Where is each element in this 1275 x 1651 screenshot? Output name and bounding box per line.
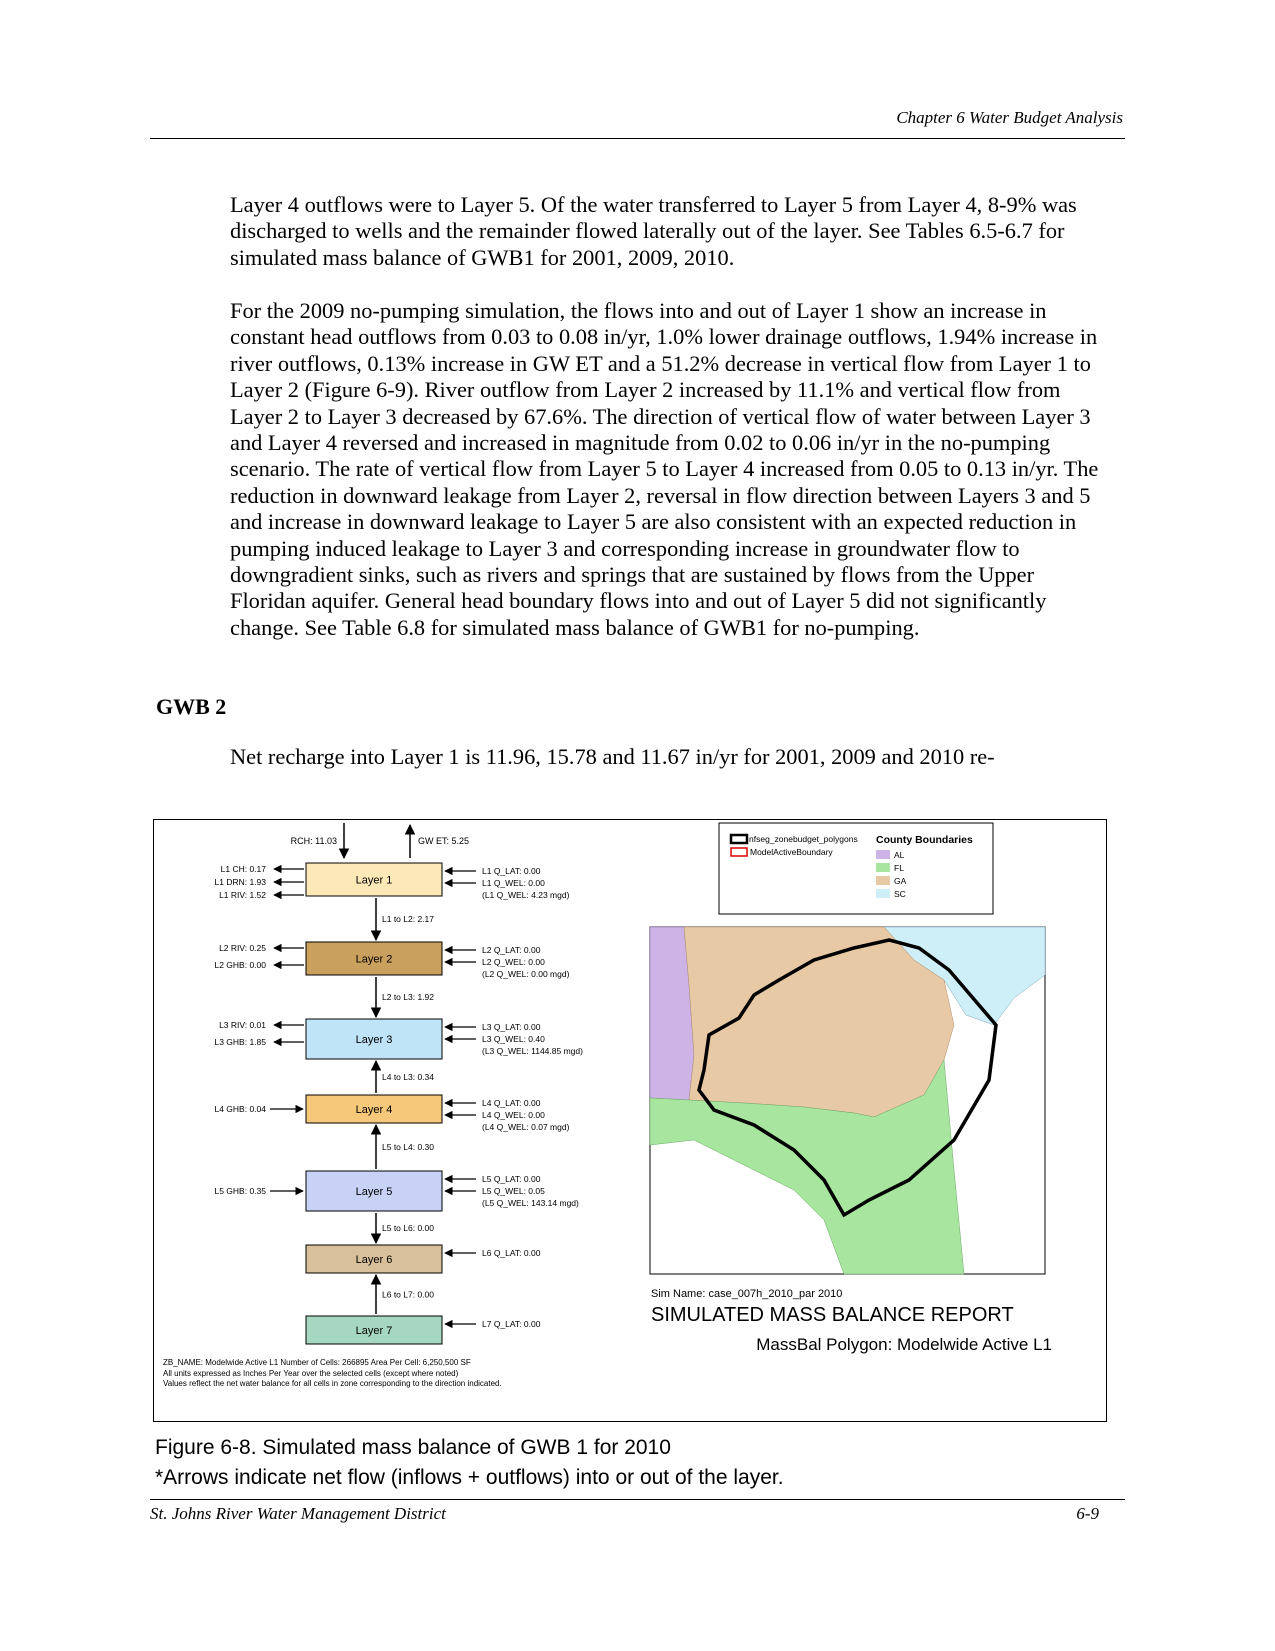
- figure-note-1: ZB_NAME: Modelwide Active L1 Number of Cells: 266895 Area Per Cell: 6,250,500 SF: [163, 1358, 471, 1367]
- layer-4-label: Layer 4: [355, 1104, 393, 1116]
- running-header: Chapter 6 Water Budget Analysis: [896, 108, 1123, 127]
- county-label-ga: GA: [894, 876, 907, 886]
- layer-stack: [214, 863, 583, 1344]
- sim-name: Sim Name: case_007h_2010_par 2010: [651, 1288, 843, 1300]
- layer-5-right-label-2: (L5 Q_WEL: 143.14 mgd): [482, 1198, 579, 1208]
- layer-1-left-label-2: L1 RIV: 1.52: [219, 890, 266, 900]
- layer-3-left-label-0: L3 RIV: 0.01: [219, 1020, 266, 1030]
- layer-4-vertical-label: L5 to L4: 0.30: [382, 1142, 434, 1152]
- header-rule: [150, 138, 1125, 139]
- body-paragraph-3: Net recharge into Layer 1 is 11.96, 15.78 and 11.67 in/yr for 2001, 2009 and 2010 re-: [230, 744, 995, 769]
- layer-5-vertical-label: L5 to L6: 0.00: [382, 1223, 434, 1233]
- layer-6-label: Layer 6: [355, 1254, 393, 1266]
- county-label-fl: FL: [894, 863, 904, 873]
- body-paragraph-1: Layer 4 outflows were to Layer 5. Of the water transferred to Layer 5 from Layer 4, 8-9% was discharged to wells and the remainder flowed laterally out of the layer. See Tables 6.5-6.7 for simulated mass balance of GWB1 for 2001, 2009, 2010.: [230, 192, 1077, 270]
- layer-3-right-label-2: (L3 Q_WEL: 1144.85 mgd): [482, 1046, 583, 1056]
- layer-2-right-label-1: L2 Q_WEL: 0.00: [482, 957, 545, 967]
- layer-2-right-label-0: L2 Q_LAT: 0.00: [482, 945, 541, 955]
- layer-5-right-label-0: L5 Q_LAT: 0.00: [482, 1174, 541, 1184]
- layer-1-left-label-0: L1 CH: 0.17: [220, 864, 266, 874]
- layer-2-left-label-0: L2 RIV: 0.25: [219, 943, 266, 953]
- body-paragraph-2: For the 2009 no-pumping simulation, the flows into and out of Layer 1 show an increase in constant head outflows from 0.03 to 0.08 in/yr, 1.0% lower drainage outflows, 1.94% increase in river outflows, 0.13% increase in GW ET and a 51.2% decrease in vertical flow from Layer 1 to Layer 2 (Figure 6-9). River outflow from Layer 2 increased by 11.1% and vertical flow from Layer 2 to Layer 3 decreased by 67.6%. The direction of vertical flow of water between Layer 3 and Layer 4 reversed and increased in magnitude from 0.02 to 0.06 in/yr in the no-pumping scenario. The rate of vertical flow from Layer 5 to Layer 4 increased from 0.05 to 0.13 in/yr. The reduction in downward leakage from Layer 2, reversal in flow direction between Layers 3 and 5 and increase in downward leakage to Layer 5 are also consistent with an expected reduction in pumping induced leakage to Layer 3 and corresponding increase in groundwater flow to downgradient sinks, such as rivers and springs that are sustained by flows from the Upper Floridan aquifer. General head boundary flows into and out of Layer 5 did not significantly change. See Table 6.8 for simulated mass balance of GWB1 for no-pumping.: [230, 298, 1099, 640]
- county-label-al: AL: [894, 850, 905, 860]
- recharge-label: RCH: 11.03: [290, 836, 337, 846]
- mass-balance-figure: [153, 819, 1107, 1422]
- layer-3-label: Layer 3: [355, 1034, 393, 1046]
- layer-5-label: Layer 5: [355, 1186, 393, 1198]
- figure-caption-note: *Arrows indicate net flow (inflows + outflows) into or out of the layer.: [155, 1466, 784, 1489]
- layer-5-left-label-0: L5 GHB: 0.35: [214, 1186, 266, 1196]
- layer-1-left-label-1: L1 DRN: 1.93: [214, 877, 266, 887]
- massbal-polygon: MassBal Polygon: Modelwide Active L1: [756, 1335, 1052, 1354]
- layer-6-vertical-label: L6 to L7: 0.00: [382, 1289, 434, 1300]
- layer-4-right-label-0: L4 Q_LAT: 0.00: [482, 1098, 541, 1108]
- report-title: SIMULATED MASS BALANCE REPORT: [651, 1304, 1014, 1326]
- county-boundaries-title: County Boundaries: [876, 834, 973, 846]
- figure-canvas: [154, 820, 1106, 1421]
- layer-3-left-label-1: L3 GHB: 1.85: [214, 1037, 266, 1047]
- page-number: 6-9: [1076, 1504, 1099, 1523]
- layer-5-right-label-1: L5 Q_WEL: 0.05: [482, 1186, 545, 1196]
- zonebudget-polygon-label: nfseg_zonebudget_polygons: [749, 834, 858, 844]
- section-heading: GWB 2: [156, 694, 227, 719]
- footer-rule: [150, 1499, 1125, 1500]
- layer-1-right-label-2: (L1 Q_WEL: 4.23 mgd): [482, 890, 570, 900]
- layer-4-right-label-2: (L4 Q_WEL: 0.07 mgd): [482, 1122, 570, 1132]
- layer-1-right-label-1: L1 Q_WEL: 0.00: [482, 878, 545, 888]
- layer-7-label: Layer 7: [355, 1325, 393, 1337]
- figure-caption: Figure 6-8. Simulated mass balance of GWB 1 for 2010: [155, 1436, 671, 1459]
- county-swatch-al: [876, 850, 890, 859]
- county-swatch-ga: [876, 876, 890, 885]
- gw-et-label: GW ET: 5.25: [418, 836, 470, 846]
- layer-2-vertical-label: L2 to L3: 1.92: [382, 992, 434, 1002]
- footer-district: St. Johns River Water Management District: [150, 1504, 446, 1523]
- layer-3-right-label-0: L3 Q_LAT: 0.00: [482, 1022, 541, 1032]
- layer-4-left-label-0: L4 GHB: 0.04: [214, 1104, 266, 1114]
- layer-1-label: Layer 1: [355, 874, 393, 887]
- layer-2-right-label-2: (L2 Q_WEL: 0.00 mgd): [482, 969, 570, 979]
- layer-3-right-label-1: L3 Q_WEL: 0.40: [482, 1034, 545, 1044]
- layer-4-right-label-1: L4 Q_WEL: 0.00: [482, 1110, 545, 1120]
- layer-1-vertical-label: L1 to L2: 2.17: [382, 914, 434, 924]
- figure-note-3: Values reflect the net water balance for all cells in zone corresponding to the direction indicated.: [163, 1379, 502, 1388]
- county-label-sc: SC: [894, 889, 906, 899]
- county-map: [650, 927, 1045, 1274]
- layer-6-right-label-0: L6 Q_LAT: 0.00: [482, 1248, 541, 1258]
- county-swatch-fl: [876, 863, 890, 872]
- layer-1-right-label-0: L1 Q_LAT: 0.00: [482, 866, 541, 876]
- layer-3-vertical-label: L4 to L3: 0.34: [382, 1072, 434, 1082]
- county-swatch-sc: [876, 889, 890, 898]
- active-boundary-label: ModelActiveBoundary: [750, 847, 833, 857]
- layer-2-left-label-1: L2 GHB: 0.00: [214, 960, 266, 970]
- layer-7-right-label-0: L7 Q_LAT: 0.00: [482, 1319, 541, 1329]
- figure-note-2: All units expressed as Inches Per Year over the selected cells (except where noted): [163, 1369, 459, 1378]
- layer-2-label: Layer 2: [355, 953, 393, 966]
